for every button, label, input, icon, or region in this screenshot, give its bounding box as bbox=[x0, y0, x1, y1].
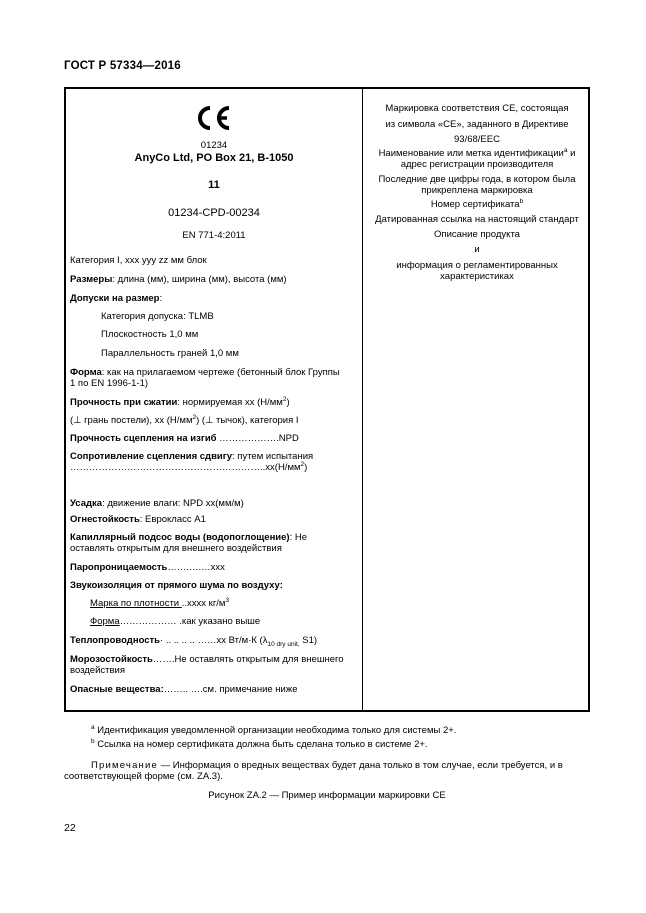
manufacturer-address: AnyCo Ltd, PO Box 21, B-1050 bbox=[134, 152, 294, 164]
water-absorption-text: : Не bbox=[289, 532, 308, 543]
compressive-strength-line-2 bbox=[70, 415, 299, 426]
explanation-line bbox=[368, 199, 586, 210]
year-of-marking: 11 bbox=[208, 179, 220, 191]
explanation-line: прикреплена маркировка bbox=[421, 185, 533, 196]
density-text: ..xxxx кг/м bbox=[181, 598, 226, 609]
form-label: Форма bbox=[70, 367, 102, 378]
footnote-a bbox=[91, 725, 456, 736]
flexural-bond-text: ……………….NPD bbox=[216, 433, 299, 444]
superscript: 3 bbox=[225, 596, 230, 604]
fire-text: : Еврокласс A1 bbox=[139, 514, 206, 525]
shear-bond-text: : путем испытания bbox=[232, 451, 314, 462]
thermal-label: Теплопроводность bbox=[70, 635, 161, 646]
shear-bond-line bbox=[70, 451, 313, 462]
page-number: 22 bbox=[64, 822, 76, 834]
explanation-line: характеристиках bbox=[440, 271, 514, 282]
tolerance-item: Категория допуска: TLMB bbox=[101, 311, 214, 322]
certificate-number: 01234-CPD-00234 bbox=[168, 207, 260, 219]
footnote-ref: a bbox=[563, 146, 568, 154]
compressive-label: Прочность при сжатии bbox=[70, 397, 178, 408]
water-absorption-label: Капиллярный подсос воды (водопоглощение) bbox=[70, 532, 290, 543]
shear-bond-dots: ……………………………………………………..xx(Н/мм bbox=[70, 462, 301, 473]
vapour-line bbox=[70, 562, 225, 573]
explanation-line: адрес регистрации производителя bbox=[400, 159, 554, 170]
shear-bond-line-2 bbox=[70, 462, 307, 473]
explanation-line: информация о регламентированных bbox=[396, 260, 558, 271]
explanation-line: Маркировка соответствия CE, состоящая bbox=[385, 103, 569, 114]
compressive-strength-line bbox=[70, 397, 290, 408]
form-line-2: 1 по EN 1996-1-1) bbox=[70, 378, 149, 389]
footnote-mark: b bbox=[91, 737, 95, 745]
thermal-line bbox=[70, 635, 317, 646]
footnote-ref: b bbox=[519, 197, 524, 205]
ce-mark-logo bbox=[193, 103, 235, 133]
tolerance-item: Плоскостность 1,0 мм bbox=[101, 329, 199, 340]
tolerances-heading bbox=[70, 293, 162, 304]
superscript: 2 bbox=[300, 460, 305, 468]
vapour-text: …….….…xxx bbox=[167, 562, 225, 573]
footnote-mark: a bbox=[91, 723, 95, 731]
frost-line bbox=[70, 654, 344, 665]
explanation-line bbox=[368, 148, 586, 159]
density-line bbox=[90, 598, 229, 609]
compressive-text-2a: (⊥ грань постели), xx (Н/мм bbox=[70, 415, 193, 426]
sound-form-text: ……………… .как указано выше bbox=[119, 616, 261, 627]
density-label: Марка по плотности bbox=[90, 598, 182, 609]
dimensions-line bbox=[70, 274, 287, 285]
hazardous-line bbox=[70, 684, 298, 695]
note-text: — Информация о вредных веществах будет дана только в том случае, если требуется, и в bbox=[158, 760, 563, 771]
form-text: : как на прилагаемом чертеже (бетонный блок Группы bbox=[101, 367, 340, 378]
document-header: ГОСТ Р 57334—2016 bbox=[64, 60, 181, 72]
thermal-text: · .. .. .. .. ……xx Вт/м·К (λ bbox=[160, 635, 268, 646]
fire-label: Огнестойкость bbox=[70, 514, 140, 525]
thermal-text-2: S1) bbox=[299, 635, 318, 646]
tolerances-label: Допуски на размер bbox=[70, 293, 160, 304]
hazardous-text: …….. ….см. примечание ниже bbox=[163, 684, 298, 695]
frost-line-2: воздействия bbox=[70, 665, 125, 676]
explanation-line: Описание продукта bbox=[434, 229, 520, 240]
superscript: 2 bbox=[192, 413, 197, 421]
explanation-line: и bbox=[474, 244, 480, 255]
standard-reference: EN 771-4:2011 bbox=[182, 230, 246, 241]
sound-insulation-heading: Звукоизоляция от прямого шума по воздуху: bbox=[70, 580, 283, 591]
closing-paren: ) bbox=[304, 462, 308, 473]
water-absorption-line-2: оставлять открытым для внешнего воздействия bbox=[70, 543, 282, 554]
sound-form-line bbox=[90, 616, 260, 627]
note-line-2: соответствующей форме (см. ZA.3). bbox=[64, 771, 223, 782]
footnote-text: Идентификация уведомленной организации необходима только для системы 2+. bbox=[94, 725, 457, 736]
column-divider bbox=[362, 87, 363, 712]
flexural-bond-line bbox=[70, 433, 299, 444]
water-absorption-line bbox=[70, 532, 307, 543]
product-category: Категория I, xxx yyy zz мм блок bbox=[70, 255, 207, 266]
note-line bbox=[91, 760, 563, 771]
compressive-text: : нормируемая xx (Н/мм bbox=[177, 397, 283, 408]
tolerance-item: Параллельность граней 1,0 мм bbox=[101, 348, 239, 359]
frost-label: Морозостойкость bbox=[70, 654, 153, 665]
form-line bbox=[70, 367, 340, 378]
explanation-line: Последние две цифры года, в котором была bbox=[378, 174, 576, 185]
tolerances-colon: : bbox=[159, 293, 163, 304]
shear-bond-label: Сопротивление сцепления сдвигу bbox=[70, 451, 233, 462]
shrinkage-line bbox=[70, 498, 244, 509]
explanation-text: и bbox=[567, 148, 576, 159]
closing-paren: ) bbox=[286, 397, 290, 408]
note-label: Примечание bbox=[91, 760, 158, 771]
compressive-text-2b: ) (⊥ тычок), категория I bbox=[196, 415, 299, 426]
explanation-text: Номер сертификата bbox=[430, 199, 520, 210]
figure-caption: Рисунок ZA.2 — Пример информации маркировки CE bbox=[208, 790, 446, 801]
explanation-line: 93/68/ЕЕС bbox=[454, 134, 500, 145]
dimensions-label: Размеры bbox=[70, 274, 113, 285]
dimensions-text: : длина (мм), ширина (мм), высота (мм) bbox=[112, 274, 287, 285]
notified-body-number: 01234 bbox=[200, 140, 228, 151]
flexural-bond-label: Прочность сцепления на изгиб bbox=[70, 433, 217, 444]
footnote-text: Ссылка на номер сертификата должна быть сделана только в системе 2+. bbox=[94, 739, 428, 750]
shrinkage-text: : движение влаги: NPD xx(мм/м) bbox=[102, 498, 244, 509]
shrinkage-label: Усадка bbox=[70, 498, 103, 509]
vapour-label: Паропроницаемость bbox=[70, 562, 168, 573]
sound-form-label: Форма bbox=[90, 616, 120, 627]
hazardous-label: Опасные вещества: bbox=[70, 684, 164, 695]
explanation-line: Датированная ссылка на настоящий стандарт bbox=[375, 214, 579, 225]
superscript: 2 bbox=[282, 395, 287, 403]
explanation-line: из символа «CE», заданного в Директиве bbox=[385, 119, 569, 130]
fire-line bbox=[70, 514, 206, 525]
subscript: 10 dry unit, bbox=[267, 640, 300, 648]
footnote-b bbox=[91, 739, 428, 750]
frost-text: …….Не оставлять открытым для внешнего bbox=[152, 654, 344, 665]
explanation-text: Наименование или метка идентификации bbox=[378, 148, 564, 159]
